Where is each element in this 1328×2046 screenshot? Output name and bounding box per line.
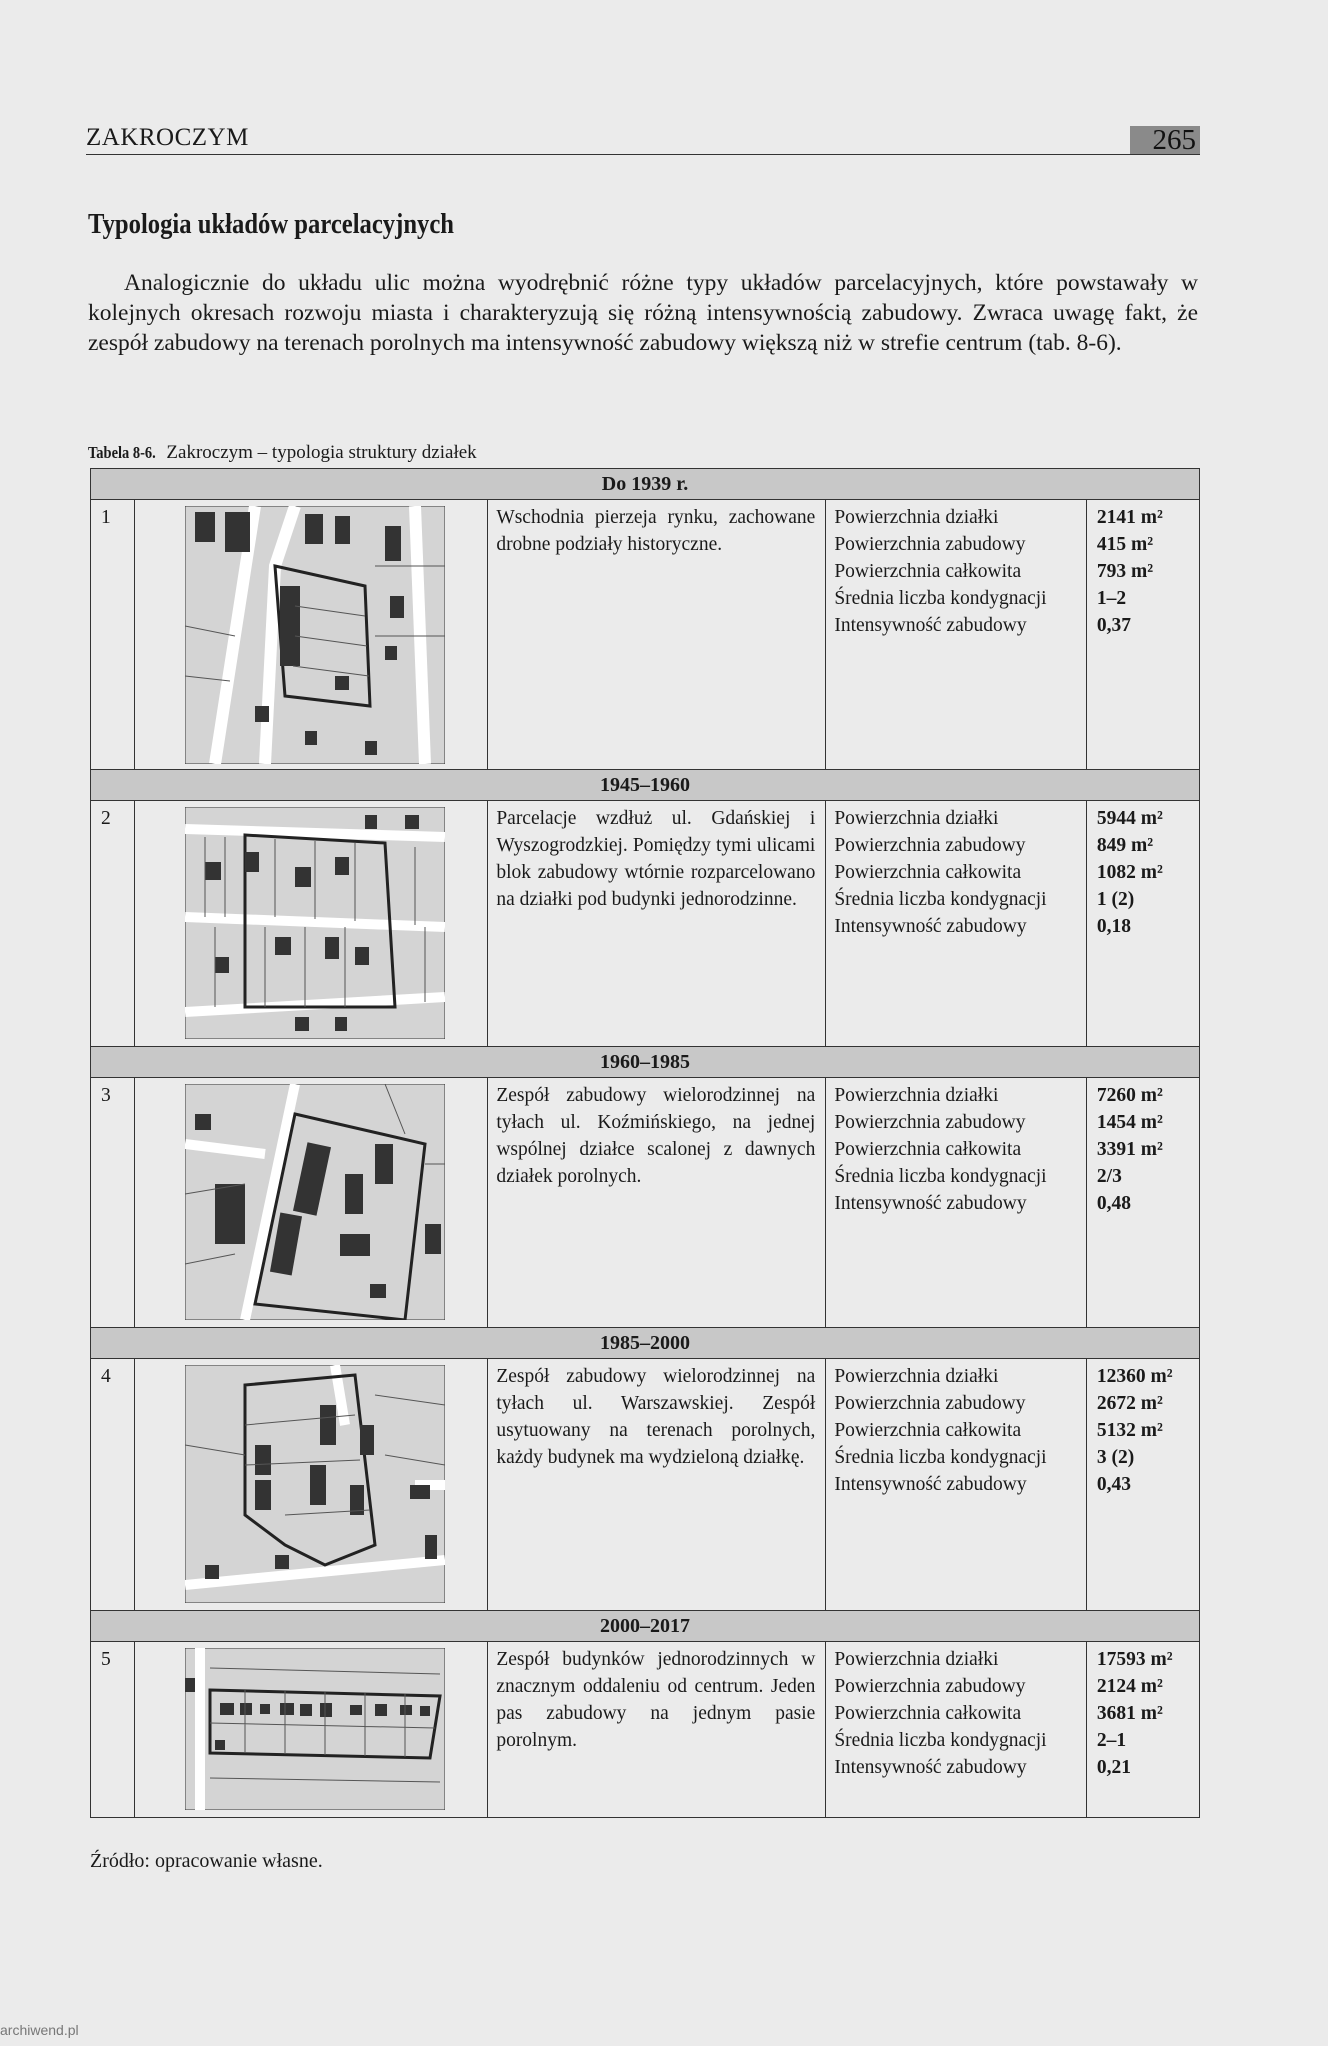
parcel-map-cell: [135, 1642, 488, 1818]
table-row: [91, 1359, 1200, 1611]
param-value: 2/3: [1096, 1166, 1122, 1187]
param-labels: [826, 1078, 1087, 1328]
period-row: [91, 770, 1200, 801]
row-description: Wschodnia pierzeja rynku, zachowane drobne podziały historyczne.: [488, 500, 826, 770]
param-value: 0,48: [1096, 1193, 1132, 1214]
param-label: Intensywność zabudowy: [834, 1757, 1027, 1778]
param-label: Powierzchnia działki: [834, 1649, 999, 1670]
param-value: 2141 m²: [1096, 507, 1163, 528]
running-head: [86, 124, 1200, 155]
parcel-map-cell: [135, 1359, 488, 1611]
param-label: Powierzchnia całkowita: [834, 1420, 1022, 1441]
row-description: Parcelacje wzdłuż ul. Gdańskiej i Wyszogrodzkiej. Pomiędzy tymi ulicami blok zabudowy wtórnie rozparcelowano na działki pod budynki jednorodzinne.: [488, 801, 826, 1047]
parcel-map-cell: [135, 801, 488, 1047]
param-label: Powierzchnia całkowita: [834, 862, 1022, 883]
param-label: Intensywność zabudowy: [834, 916, 1027, 937]
period-label: 1985–2000: [91, 1328, 1200, 1359]
param-label: Powierzchnia zabudowy: [834, 1393, 1026, 1414]
period-row: [91, 1328, 1200, 1359]
parcel-map-3: [185, 1084, 445, 1320]
param-value: 2–1: [1096, 1730, 1127, 1751]
param-label: Powierzchnia całkowita: [834, 561, 1022, 582]
param-label: Średnia liczba kondygnacji: [834, 588, 1047, 609]
parcel-map-2: [185, 807, 445, 1039]
row-number: 1: [91, 500, 135, 770]
param-label: Powierzchnia działki: [834, 808, 999, 829]
param-labels: [826, 1359, 1087, 1611]
row-description: Zespół budynków jednorodzinnych w znacznym oddaleniu od centrum. Jeden pas zabudowy na jednym pasie porolnym.: [488, 1642, 826, 1818]
param-label: Intensywność zabudowy: [834, 615, 1027, 636]
period-row: [91, 469, 1200, 500]
parcel-map-5: [185, 1648, 445, 1810]
param-label: Powierzchnia zabudowy: [834, 1112, 1026, 1133]
row-description: Zespół zabudowy wielorodzinnej na tyłach ul. Warszawskiej. Zespół usytuowany na terenach porolnych, każdy budynek ma wydzieloną działkę.: [488, 1359, 826, 1611]
intro-text: Analogicznie do układu ulic można wyodrębnić różne typy układów parcelacyjnych, które powstawały w kolejnych okresach rozwoju miasta i charakteryzują się różną intensywnością zabudowy. Zwraca uwagę fakt, że zespół zabudowy na terenach porolnych ma intensywność zabudowy większą niż w strefie centrum (tab. 8-6).: [88, 270, 1198, 356]
param-label: Średnia liczba kondygnacji: [834, 1166, 1047, 1187]
parcel-map-4: [185, 1365, 445, 1603]
section-title: Typologia układów parcelacyjnych: [88, 209, 454, 240]
param-value: 17593 m²: [1096, 1649, 1173, 1670]
param-label: Powierzchnia działki: [834, 1366, 999, 1387]
table-row: [91, 1078, 1200, 1328]
param-label: Powierzchnia działki: [834, 1085, 999, 1106]
param-labels: [826, 801, 1087, 1047]
param-values: [1086, 500, 1199, 770]
param-value: 7260 m²: [1096, 1085, 1163, 1106]
watermark: archiwend.pl: [0, 2022, 79, 2038]
param-value: 2672 m²: [1096, 1393, 1163, 1414]
table-caption-text: Zakroczym – typologia struktury działek: [166, 442, 477, 463]
param-value: 1082 m²: [1096, 862, 1163, 883]
table-row: [91, 1642, 1200, 1818]
param-value: 3391 m²: [1096, 1139, 1163, 1160]
param-value: 3 (2): [1096, 1447, 1135, 1468]
row-number: 5: [91, 1642, 135, 1818]
param-value: 1454 m²: [1096, 1112, 1163, 1133]
param-value: 1–2: [1096, 588, 1127, 609]
param-value: 849 m²: [1096, 835, 1154, 856]
param-label: Powierzchnia całkowita: [834, 1139, 1022, 1160]
period-label: 1945–1960: [91, 770, 1200, 801]
table-caption-label: Tabela 8-6.: [88, 443, 156, 462]
param-value: 5944 m²: [1096, 808, 1163, 829]
page-number: 265: [1130, 126, 1200, 154]
period-row: [91, 1047, 1200, 1078]
param-value: 415 m²: [1096, 534, 1154, 555]
parcel-map-cell: [135, 1078, 488, 1328]
period-label: 2000–2017: [91, 1611, 1200, 1642]
param-label: Powierzchnia zabudowy: [834, 534, 1026, 555]
param-label: Powierzchnia działki: [834, 507, 999, 528]
param-value: 0,21: [1096, 1757, 1132, 1778]
param-label: Powierzchnia całkowita: [834, 1703, 1022, 1724]
period-label: Do 1939 r.: [91, 469, 1200, 500]
param-value: 3681 m²: [1096, 1703, 1163, 1724]
param-value: 12360 m²: [1096, 1366, 1173, 1387]
param-values: [1086, 1359, 1199, 1611]
chapter-title: ZAKROCZYM: [86, 124, 249, 151]
param-label: Intensywność zabudowy: [834, 1474, 1027, 1495]
param-label: Powierzchnia zabudowy: [834, 1676, 1026, 1697]
parcel-map-1: [185, 506, 445, 764]
param-label: Średnia liczba kondygnacji: [834, 889, 1047, 910]
param-value: 0,37: [1096, 615, 1132, 636]
param-value: 0,43: [1096, 1474, 1132, 1495]
param-values: [1086, 801, 1199, 1047]
param-value: 0,18: [1096, 916, 1132, 937]
param-value: 5132 m²: [1096, 1420, 1163, 1441]
table-caption: [88, 442, 477, 464]
row-number: 3: [91, 1078, 135, 1328]
param-value: 2124 m²: [1096, 1676, 1163, 1697]
param-value: 1 (2): [1096, 889, 1135, 910]
source-note: Źródło: opracowanie własne.: [90, 1850, 323, 1872]
param-values: [1086, 1642, 1199, 1818]
param-label: Intensywność zabudowy: [834, 1193, 1027, 1214]
param-labels: [826, 500, 1087, 770]
param-value: 793 m²: [1096, 561, 1154, 582]
period-label: 1960–1985: [91, 1047, 1200, 1078]
param-label: Średnia liczba kondygnacji: [834, 1730, 1047, 1751]
row-description: Zespół zabudowy wielorodzinnej na tyłach ul. Koźmińskiego, na jednej wspólnej działce scalonej z dawnych działek porolnych.: [488, 1078, 826, 1328]
period-row: [91, 1611, 1200, 1642]
parcel-map-cell: [135, 500, 488, 770]
param-label: Średnia liczba kondygnacji: [834, 1447, 1047, 1468]
typology-table: [90, 468, 1200, 1818]
param-labels: [826, 1642, 1087, 1818]
param-values: [1086, 1078, 1199, 1328]
intro-paragraph: [88, 268, 1198, 358]
param-label: Powierzchnia zabudowy: [834, 835, 1026, 856]
table-row: [91, 500, 1200, 770]
row-number: 2: [91, 801, 135, 1047]
row-number: 4: [91, 1359, 135, 1611]
table-row: [91, 801, 1200, 1047]
